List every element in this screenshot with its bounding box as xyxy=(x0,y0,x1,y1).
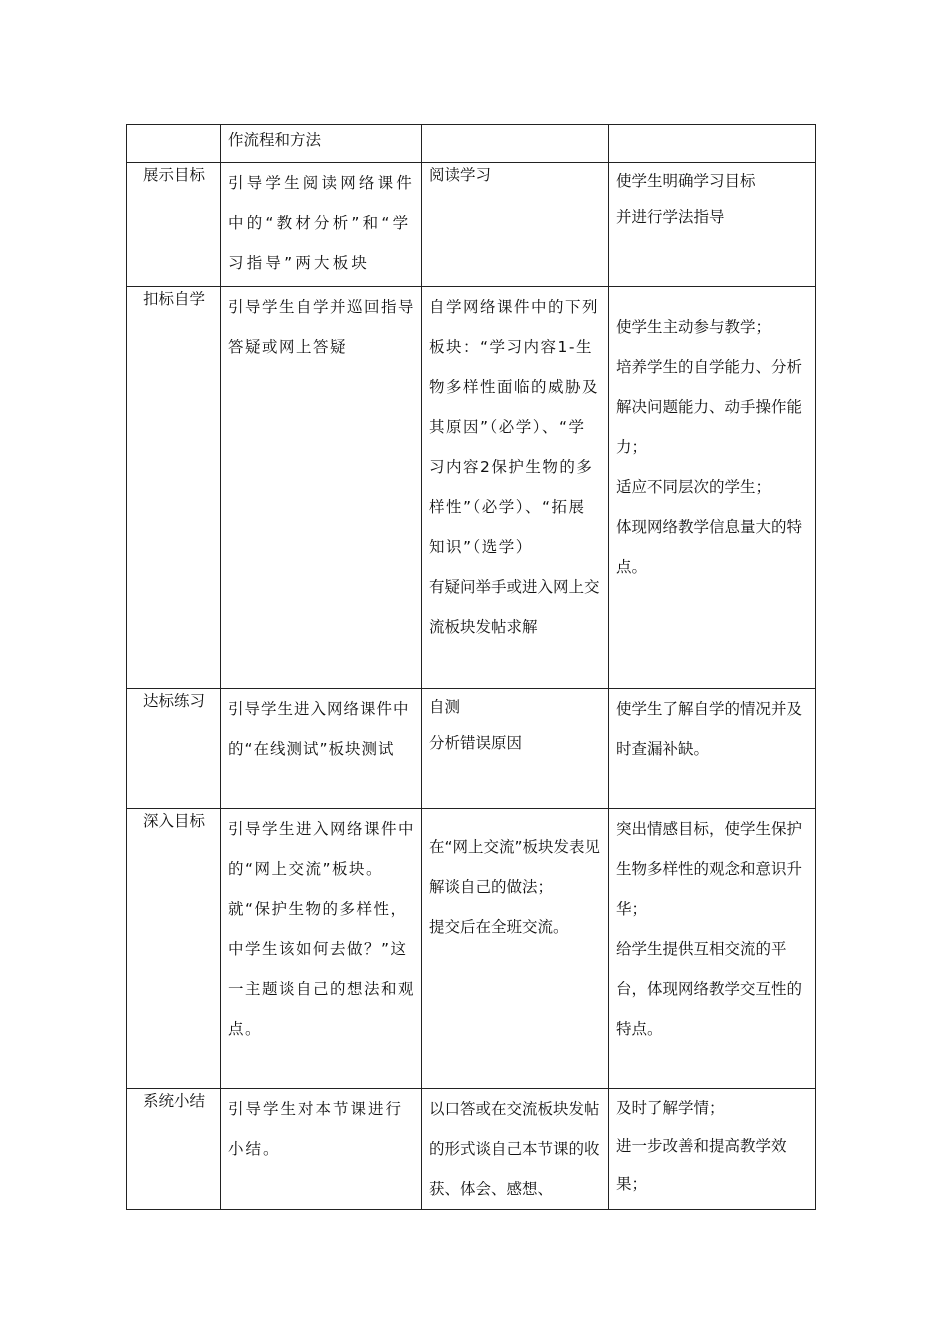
teacher-activity-text: 引导学生自学并巡回指导答疑或网上答疑 xyxy=(228,298,416,356)
student-activity-text: 有疑问举手或进入网上交流板块发帖求解 xyxy=(429,578,600,636)
lesson-plan-table xyxy=(126,124,816,1210)
table-row xyxy=(127,287,816,689)
student-activity-cell xyxy=(422,287,609,689)
purpose-text: 体现网络教学信息量大的特点。 xyxy=(616,518,803,576)
teacher-activity-text: 引导学生阅读网络课件中的“教材分析”和“学习指导”两大板块 xyxy=(228,174,416,272)
student-activity-text: 在“网上交流”板块发表见解谈自己的做法； xyxy=(429,838,601,896)
purpose-cell xyxy=(609,287,816,689)
table-row xyxy=(127,1089,816,1210)
table-row xyxy=(127,809,816,1089)
table-row xyxy=(127,163,816,287)
teacher-activity-cell xyxy=(221,1089,422,1210)
student-activity-cell xyxy=(422,125,609,163)
purpose-text: 及时了解学情； xyxy=(616,1099,725,1117)
teacher-activity-text: 引导学生进入网络课件中的“在线测试”板块测试 xyxy=(228,700,410,758)
student-activity-cell xyxy=(422,689,609,809)
student-activity-text: 阅读学习 xyxy=(429,166,492,184)
student-activity-cell xyxy=(422,1089,609,1210)
purpose-text: 并进行学法指导 xyxy=(616,208,725,226)
stage-cell: 扣标自学 xyxy=(127,287,221,689)
student-activity-cell xyxy=(422,809,609,1089)
teacher-activity-text: 引导学生对本节课进行小结。 xyxy=(228,1100,404,1158)
teacher-activity-text: 引导学生进入网络课件中的“网上交流”板块。 xyxy=(228,820,416,878)
teacher-activity-text: 作流程和方法 xyxy=(228,131,322,149)
table-row xyxy=(127,125,816,163)
stage-cell xyxy=(127,125,221,163)
teacher-activity-cell xyxy=(221,689,422,809)
stage-cell: 系统小结 xyxy=(127,1089,221,1210)
purpose-text: 使学生明确学习目标 xyxy=(616,172,756,190)
stage-cell: 展示目标 xyxy=(127,163,221,287)
stage-cell: 达标练习 xyxy=(127,689,221,809)
student-activity-text: 自学网络课件中的下列板块：“学习内容1-生物多样性面临的威胁及其原因”（必学）、“学习内容2保护生物的多样性”（必学）、“拓展知识”（选学） xyxy=(429,298,600,556)
teacher-activity-cell xyxy=(221,125,422,163)
purpose-text: 突出情感目标，使学生保护生物多样性的观念和意识升华； xyxy=(616,820,803,918)
teacher-activity-cell xyxy=(221,287,422,689)
student-activity-text: 以口答或在交流板块发帖的形式谈自己本节课的收获、体会、感想、 xyxy=(429,1100,600,1198)
student-activity-text: 提交后在全班交流。 xyxy=(429,918,569,936)
purpose-cell xyxy=(609,125,816,163)
purpose-cell xyxy=(609,163,816,287)
purpose-text: 给学生提供互相交流的平台，体现网络教学交互性的特点。 xyxy=(616,940,803,1038)
teacher-activity-text: 就“保护生物的多样性，中学生该如何去做？”这一主题谈自己的想法和观点。 xyxy=(228,900,416,1038)
purpose-cell xyxy=(609,809,816,1089)
table-row xyxy=(127,689,816,809)
purpose-cell xyxy=(609,689,816,809)
student-activity-cell xyxy=(422,163,609,287)
purpose-text: 进一步改善和提高教学效果； xyxy=(616,1137,787,1193)
purpose-text: 培养学生的自学能力、分析解决问题能力、动手操作能力； xyxy=(616,358,803,456)
purpose-text: 使学生主动参与教学； xyxy=(616,318,772,336)
purpose-text: 使学生了解自学的情况并及时查漏补缺。 xyxy=(616,700,803,758)
student-activity-text: 自测 xyxy=(429,698,461,716)
purpose-cell xyxy=(609,1089,816,1210)
stage-cell: 深入目标 xyxy=(127,809,221,1089)
teacher-activity-cell xyxy=(221,809,422,1089)
student-activity-text: 分析错误原因 xyxy=(429,734,523,752)
purpose-text: 适应不同层次的学生； xyxy=(616,478,772,496)
teacher-activity-cell xyxy=(221,163,422,287)
